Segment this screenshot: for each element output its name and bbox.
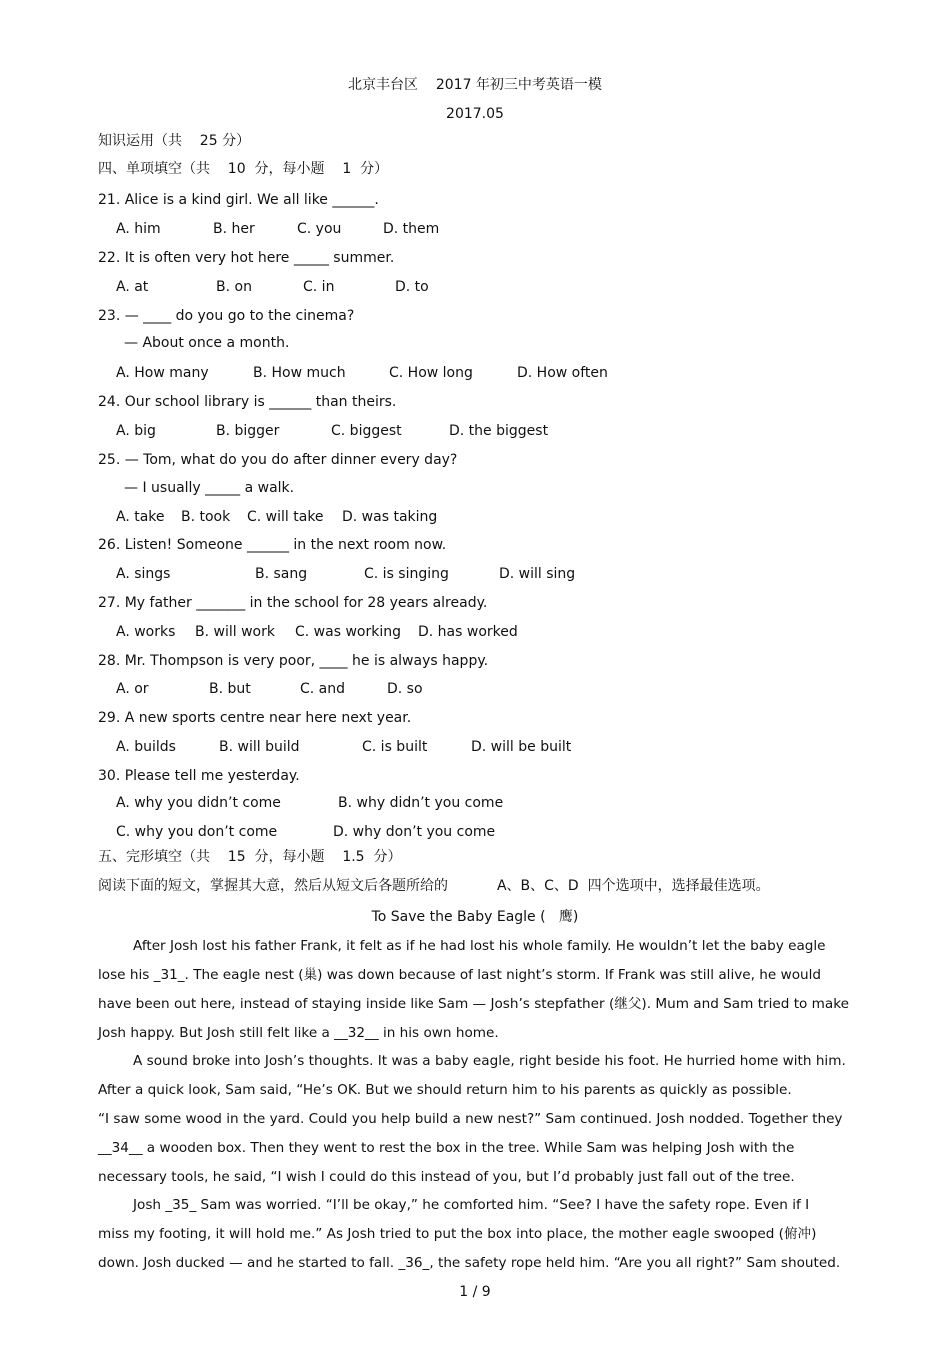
passage-line: lose his _31_. The eagle nest (巢) was down because of last night’s storm. If Frank was still alive, he would	[98, 967, 822, 983]
cloze-instruction: 阅读下面的短文，掌握其大意，然后从短文后各题所给的 A、B、C、D 四个选项中，选择最佳选项。	[98, 878, 770, 894]
question-stem: 26. Listen! Someone ______ in the next room now.	[98, 537, 447, 553]
question-stem: 24. Our school library is ______ than theirs.	[98, 394, 397, 410]
option-d: D. will be built	[471, 739, 572, 755]
option-c: C. you	[297, 221, 342, 237]
option-b: B. on	[216, 279, 252, 295]
passage-line: have been out here, instead of staying inside like Sam — Josh’s stepfather (继父). Mum and Sam tried to make	[98, 996, 850, 1012]
passage-line: Josh _35_ Sam was worried. “I’ll be okay,” he comforted him. “See? I have the safety rope. Even if I	[133, 1197, 810, 1213]
passage-line: After Josh lost his father Frank, it felt as if he had lost his whole family. He wouldn’t let the baby eagle	[133, 938, 826, 954]
option-c: C. will take	[247, 509, 324, 525]
page-number: 1 / 9	[459, 1284, 491, 1300]
option-b: B. took	[181, 509, 231, 525]
option-c: C. How long	[389, 365, 473, 381]
section-knowledge-heading: 知识运用（共 25 分）	[98, 133, 251, 149]
question-answer-line: — About once a month.	[124, 335, 290, 351]
question-stem: 28. Mr. Thompson is very poor, ____ he is always happy.	[98, 653, 489, 669]
passage-line: __34__ a wooden box. Then they went to rest the box in the tree. While Sam was helping Josh with the	[98, 1140, 795, 1156]
option-a: A. take	[116, 509, 165, 525]
option-b: B. How much	[253, 365, 346, 381]
question-stem: 22. It is often very hot here _____ summer.	[98, 250, 395, 266]
option-a: A. builds	[116, 739, 176, 755]
option-d: D. so	[387, 681, 423, 697]
option-d: D. was taking	[342, 509, 438, 525]
passage-line: A sound broke into Josh’s thoughts. It was a baby eagle, right beside his foot. He hurried home with him.	[133, 1053, 846, 1069]
section-cloze-heading: 五、完形填空（共 15 分，每小题 1.5 分）	[98, 849, 402, 865]
question-stem: 21. Alice is a kind girl. We all like ______.	[98, 192, 379, 208]
document-date: 2017.05	[446, 106, 504, 122]
option-d: D. How often	[517, 365, 608, 381]
passage-line: After a quick look, Sam said, “He’s OK. But we should return him to his parents as quickly as possible.	[98, 1082, 792, 1098]
option-b: B. sang	[255, 566, 308, 582]
option-a: A. works	[116, 624, 176, 640]
question-stem: 27. My father _______ in the school for 28 years already.	[98, 595, 488, 611]
option-a: A. him	[116, 221, 161, 237]
question-stem: 25. — Tom, what do you do after dinner every day?	[98, 452, 458, 468]
option-b: B. her	[213, 221, 255, 237]
option-c: C. and	[300, 681, 346, 697]
option-d: D. the biggest	[449, 423, 549, 439]
option-d: D. has worked	[418, 624, 518, 640]
option-c: C. in	[303, 279, 335, 295]
option-c: C. was working	[295, 624, 401, 640]
option-c: C. is built	[362, 739, 428, 755]
option-a: A. at	[116, 279, 149, 295]
passage-line: down. Josh ducked — and he started to fall. _36_, the safety rope held him. “Are you all right?” Sam shouted.	[98, 1255, 841, 1271]
option-a: A. why you didn’t come	[116, 795, 281, 811]
passage-line: necessary tools, he said, “I wish I could do this instead of you, but I’d probably just fall out of the tree.	[98, 1169, 795, 1185]
option-c: C. biggest	[331, 423, 402, 439]
passage-line: miss my footing, it will hold me.” As Josh tried to put the box into place, the mother eagle swooped (俯冲)	[98, 1226, 817, 1242]
document-title: 北京丰台区 2017 年初三中考英语一模	[348, 77, 602, 93]
option-a: A. big	[116, 423, 156, 439]
question-answer-line: — I usually _____ a walk.	[124, 480, 295, 496]
option-b: B. will build	[219, 739, 300, 755]
option-a: A. sings	[116, 566, 171, 582]
option-d: D. to	[395, 279, 429, 295]
option-d: D. why don’t you come	[333, 824, 496, 840]
passage-line: Josh happy. But Josh still felt like a __32__ in his own home.	[98, 1025, 499, 1041]
option-c: C. is singing	[364, 566, 449, 582]
option-d: D. will sing	[499, 566, 576, 582]
option-d: D. them	[383, 221, 440, 237]
question-stem: 23. — ____ do you go to the cinema?	[98, 308, 355, 324]
option-c: C. why you don’t come	[116, 824, 278, 840]
passage-line: “I saw some wood in the yard. Could you help build a new nest?” Sam continued. Josh nodded. Together they	[98, 1111, 843, 1127]
passage-title: To Save the Baby Eagle ( 鹰)	[371, 909, 579, 925]
option-b: B. but	[209, 681, 251, 697]
question-stem: 29. A new sports centre near here next year.	[98, 710, 412, 726]
question-stem: 30. Please tell me yesterday.	[98, 768, 300, 784]
section-single-choice-heading: 四、单项填空（共 10 分，每小题 1 分）	[98, 161, 389, 177]
option-b: B. will work	[195, 624, 275, 640]
option-a: A. How many	[116, 365, 209, 381]
option-a: A. or	[116, 681, 149, 697]
option-b: B. why didn’t you come	[338, 795, 504, 811]
option-b: B. bigger	[216, 423, 280, 439]
